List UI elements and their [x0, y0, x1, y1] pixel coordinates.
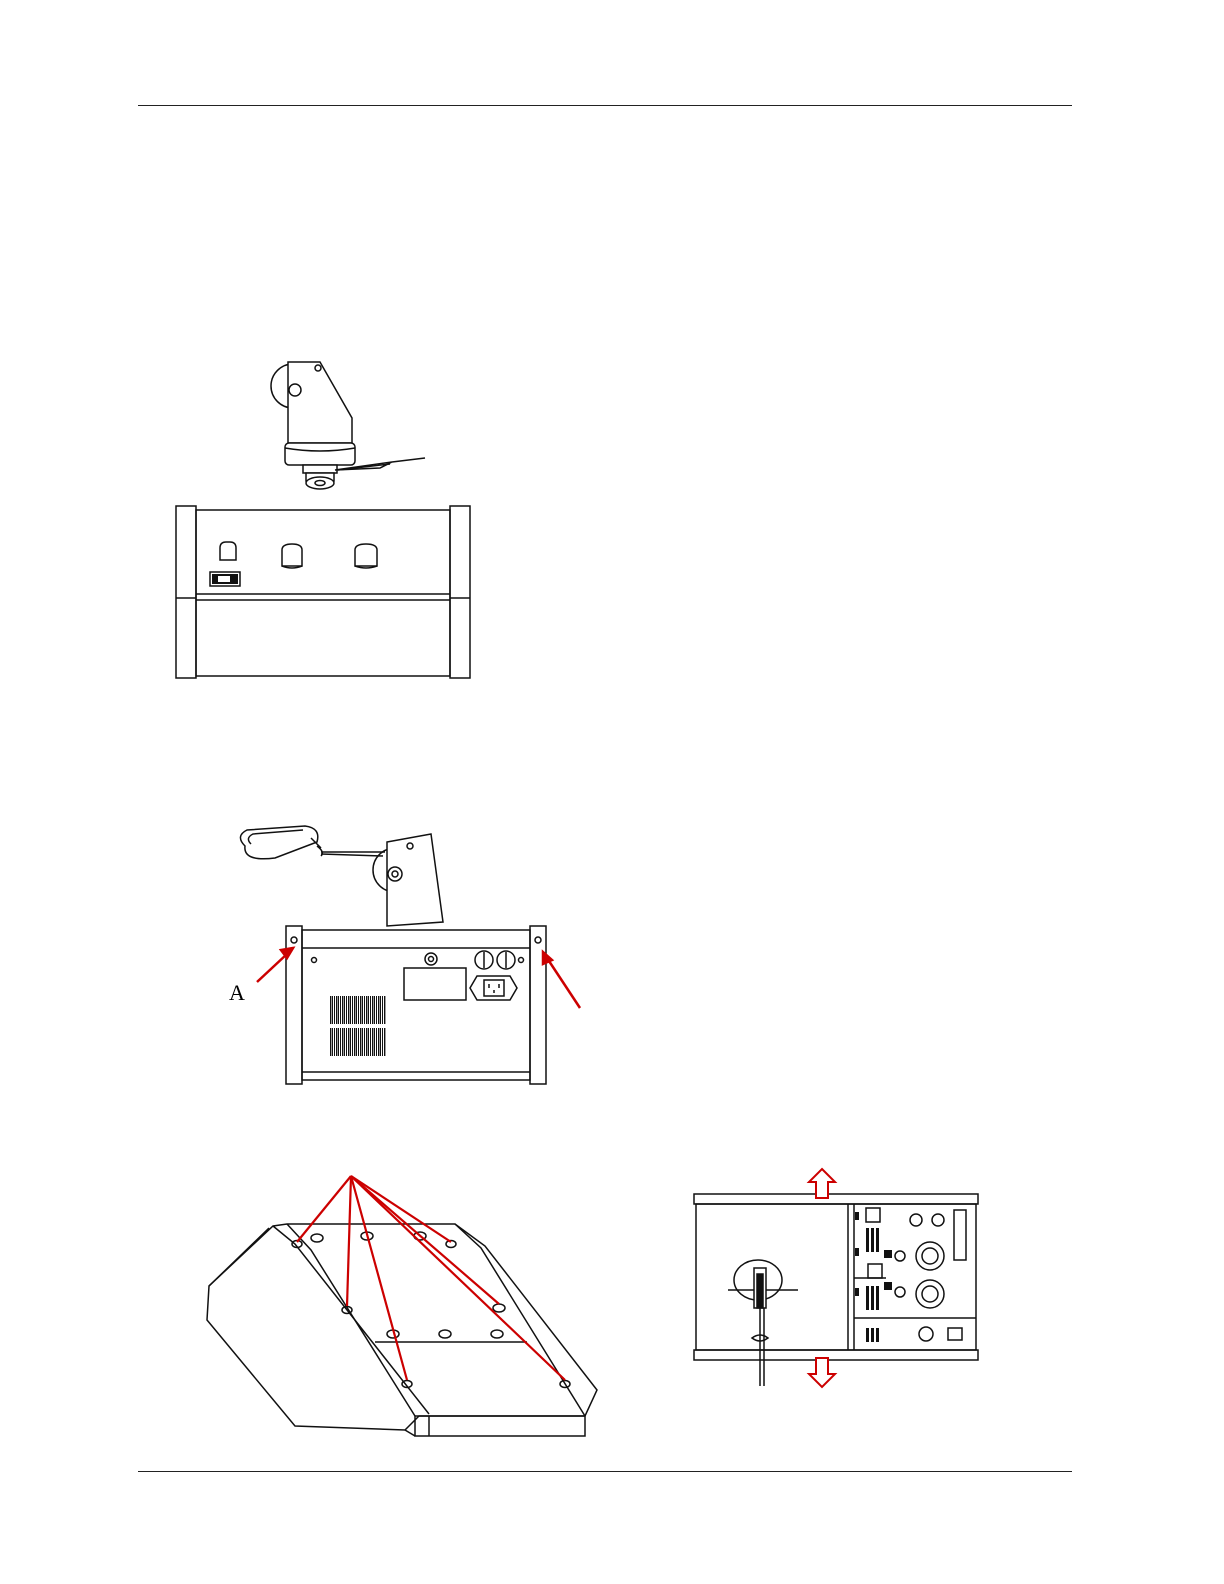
bottom-screws-drawing — [205, 1170, 595, 1445]
footer-rule — [138, 1471, 1072, 1472]
down-arrow-icon — [809, 1358, 835, 1387]
figure-rear-panel — [225, 822, 585, 1087]
carabiner-icon — [240, 826, 385, 859]
knob-icon — [895, 1214, 962, 1341]
top-view-drawing — [690, 1168, 982, 1390]
arrows — [809, 1169, 835, 1387]
rear-panel-drawing — [225, 822, 585, 1087]
fuse-icon — [475, 951, 515, 969]
label-a: A — [229, 980, 245, 1005]
figure-clamp-and-front-panel — [170, 358, 480, 683]
figure-bottom-screws — [205, 1170, 595, 1445]
power-inlet-icon — [470, 976, 517, 1000]
xlr-jack-icon — [425, 953, 437, 965]
clamp-and-front-panel-drawing — [170, 358, 480, 683]
figure-top-view — [690, 1168, 982, 1390]
clamp-icon — [271, 362, 425, 489]
header-rule — [138, 105, 1072, 106]
vent-grille-icon — [330, 996, 385, 1056]
panel-markings — [855, 1212, 892, 1342]
control-box-icon — [176, 506, 470, 678]
